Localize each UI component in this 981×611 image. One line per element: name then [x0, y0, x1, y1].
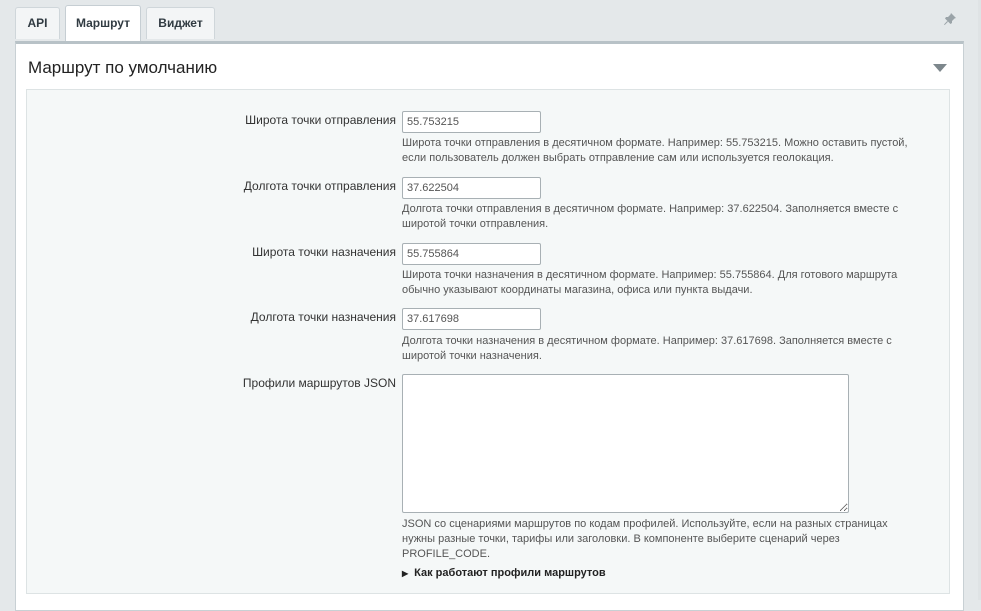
- tab-widget[interactable]: Виджет: [146, 7, 215, 39]
- field-hint: Широта точки отправления в десятичном формате. Например: 55.753215. Можно оставить пустой, если пользователь должен выбрать отправление сам или используется геолокация.: [402, 137, 908, 164]
- panel-title: Маршрут по умолчанию: [28, 58, 218, 77]
- pin-icon[interactable]: [943, 12, 957, 26]
- field-label: Широта точки отправления: [245, 113, 396, 127]
- field-label: Долгота точки назначения: [250, 310, 396, 324]
- departure-longitude-input[interactable]: [402, 177, 541, 199]
- tab-route[interactable]: Маршрут: [65, 5, 141, 41]
- route-profiles-help-toggle[interactable]: [402, 567, 606, 579]
- settings-panel: [15, 41, 964, 611]
- field-hint: JSON со сценариями маршрутов по кодам профилей. Используйте, если на разных страницах нужны разные точки, тарифы или заголовки. В компоненте выберите сценарий через PROFILE_CODE.: [402, 518, 888, 560]
- field-hint: Широта точки назначения в десятичном формате. Например: 55.755864. Для готового маршрута обычно указывают координаты магазина, офиса или пункта выдачи.: [402, 269, 898, 296]
- form-area: [26, 89, 950, 594]
- route-profiles-json-textarea[interactable]: [402, 374, 849, 513]
- field-label: Широта точки назначения: [252, 245, 396, 259]
- departure-latitude-input[interactable]: [402, 111, 541, 133]
- destination-longitude-input[interactable]: [402, 308, 541, 330]
- field-label: Профили маршрутов JSON: [242, 376, 396, 390]
- field-hint: Долгота точки назначения в десятичном формате. Например: 37.617698. Заполняется вместе с широтой точки назначения.: [402, 335, 892, 362]
- tab-api[interactable]: API: [15, 7, 60, 39]
- help-link-label: Как работают профили маршрутов: [414, 567, 606, 579]
- destination-latitude-input[interactable]: [402, 243, 541, 265]
- field-hint: Долгота точки отправления в десятичном формате. Например: 37.622504. Заполняется вместе с широтой точки отправления.: [402, 203, 899, 230]
- triangle-right-icon: ▶: [402, 569, 409, 578]
- field-label: Долгота точки отправления: [243, 179, 396, 193]
- triangle-down-icon[interactable]: [933, 63, 947, 73]
